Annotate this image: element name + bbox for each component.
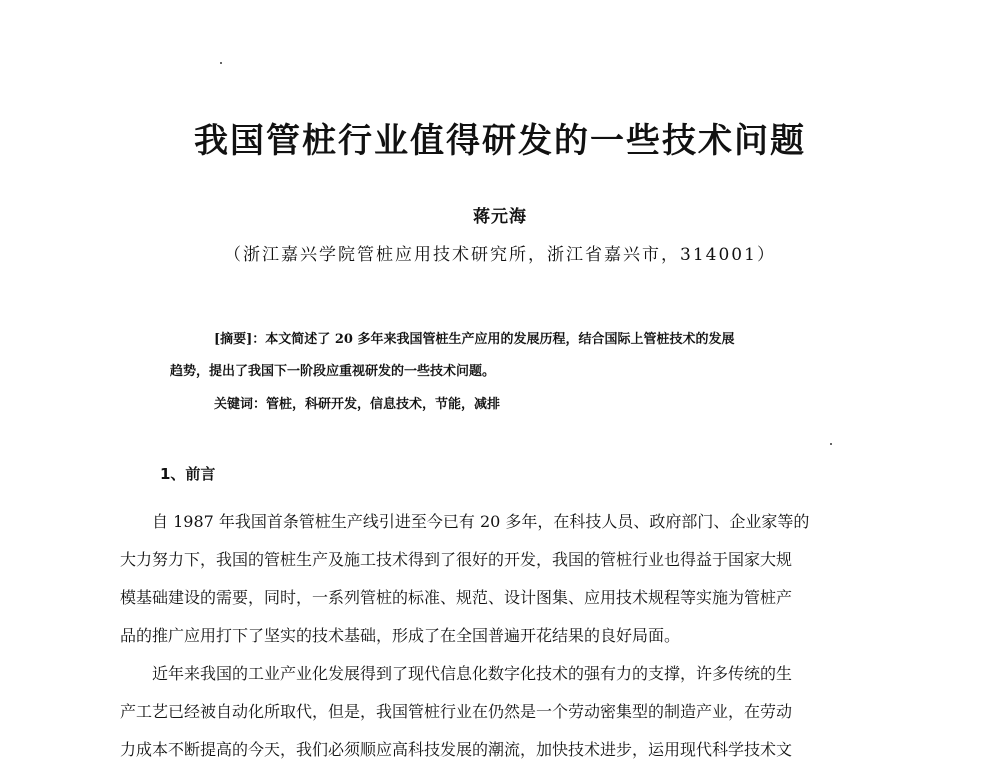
body-line: 产工艺已经被自动化所取代，但是，我国管桩行业在仍然是一个劳动密集型的制造产业，在劳动 [120, 702, 793, 721]
abstract [170, 324, 820, 388]
body-line: 力成本不断提高的今天，我们必须顺应高科技发展的潮流，加快技术进步，运用现代科学技术文 [120, 740, 793, 759]
scan-speck [220, 62, 222, 64]
abstract-line: 趋势，提出了我国下一阶段应重视研发的一些技术问题。 [170, 364, 496, 379]
paper-title: 我国管桩行业值得研发的一些技术问题 [194, 121, 806, 161]
body-line: 模基础建设的需要，同时，一系列管桩的标准、规范、设计图集、应用技术规程等实施为管桩产 [120, 588, 793, 607]
author-affiliation: （浙江嘉兴学院管桩应用技术研究所，浙江省嘉兴市，314001） [224, 245, 776, 265]
section-heading: 1、前言 [160, 465, 216, 483]
abstract-line: [摘要]：本文简述了 20 多年来我国管桩生产应用的发展历程，结合国际上管桩技术的发展 [214, 332, 735, 347]
body-text [120, 503, 880, 760]
body-line: 大力努力下，我国的管桩生产及施工技术得到了很好的开发，我国的管桩行业也得益于国家大规 [120, 550, 793, 569]
keywords: 关键词：管桩，科研开发，信息技术，节能，减排 [214, 397, 501, 412]
scan-speck [830, 443, 832, 445]
body-line: 近年来我国的工业产业化发展得到了现代信息化数字化技术的强有力的支撑，许多传统的生 [152, 664, 793, 683]
body-line: 品的推广应用打下了坚实的技术基础，形成了在全国普遍开花结果的良好局面。 [120, 626, 681, 645]
body-line: 自 1987 年我国首条管桩生产线引进至今已有 20 多年，在科技人员、政府部门、企业家等的 [152, 512, 810, 531]
author-name: 蒋元海 [473, 207, 527, 227]
